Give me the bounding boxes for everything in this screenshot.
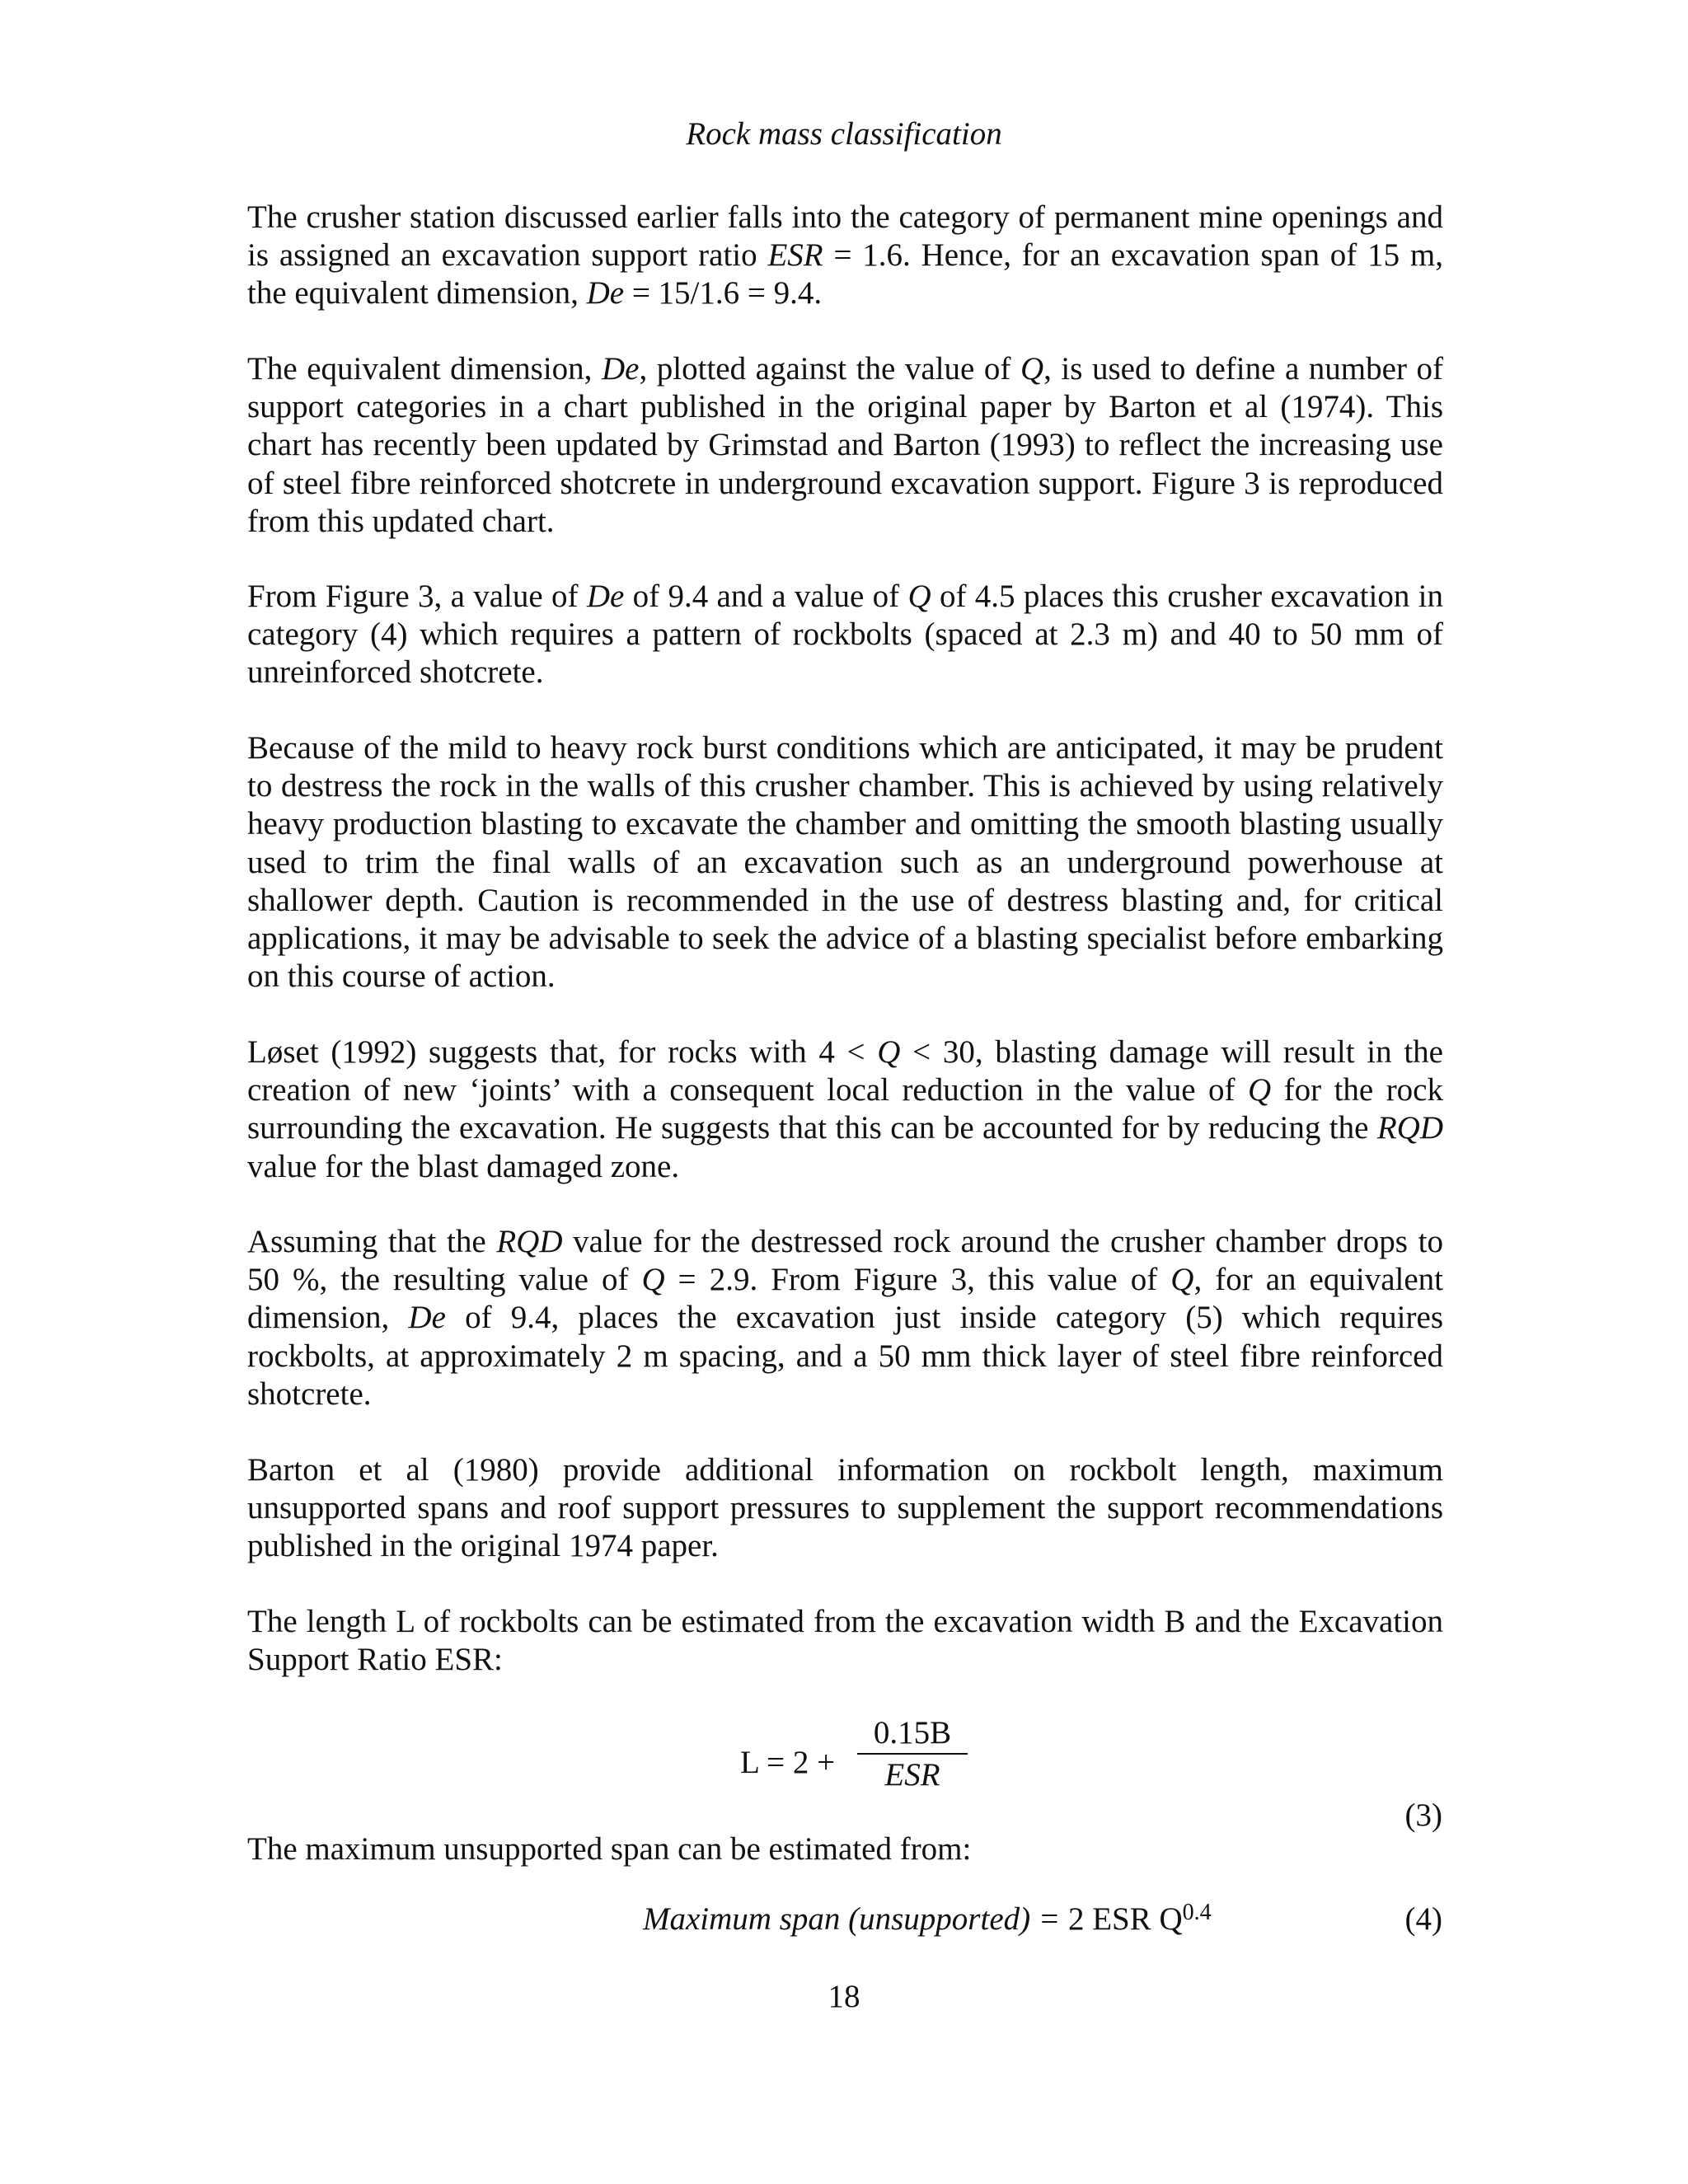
paragraph-figure-3-category-4: From Figure 3, a value of De of 9.4 and a value of Q of 4.5 places this crusher excavation in category (4) which requires a pattern of rockbolts (spaced at 2.3 m) and 40 to 50 mm of unreinforced shotcrete. <box>247 579 1443 691</box>
equation-4-expression: 2 ESR Q <box>1067 1901 1183 1937</box>
equation-4-label: Maximum span (unsupported) = <box>643 1901 1068 1937</box>
equation-3-numerator: 0.15B <box>873 1715 952 1750</box>
equation-3-fraction <box>857 1714 968 1794</box>
paragraph-crusher-station: The crusher station discussed earlier falls into the category of permanent mine openings and is assigned an excavation support ratio ESR = 1.6. Hence, for an excavation span of 15 m, the equivalent dimension, De = 15/1.6 = 9.4. <box>247 199 1443 312</box>
running-header: Rock mass classification <box>686 116 1002 152</box>
equation-max-span <box>643 1900 1212 1938</box>
paragraph-rockbolt-length: The length L of rockbolts can be estimated from the excavation width B and the Excavation Support Ratio ESR: <box>247 1604 1443 1678</box>
equation-3-denominator: ESR <box>884 1757 940 1793</box>
paragraph-equivalent-dimension: The equivalent dimension, De, plotted against the value of Q, is used to define a number of support categories in a chart published in the original paper by Barton et al (1974). This chart has recently been updated by Grimstad and Barton (1993) to reflect the increasing use of steel fibre reinforced shotcrete in underground excavation support. Figure 3 is reproduced from this updated chart. <box>247 351 1443 539</box>
paragraph-max-span-intro: The maximum unsupported span can be estimated from: <box>247 1831 972 1867</box>
equation-4-number: (4) <box>1404 1901 1442 1937</box>
equation-3-number: (3) <box>1404 1797 1442 1833</box>
paragraph-destress-blasting: Because of the mild to heavy rock burst conditions which are anticipated, it may be prudent to destress the rock in the walls of this crusher chamber. This is achieved by using relatively heavy production blasting to excavate the chamber and omitting the smooth blasting usually used to trim the final walls of an excavation such as an underground powerhouse at shallower depth. Caution is recommended in the use of destress blasting and, for critical applications, it may be advisable to seek the advice of a blasting specialist before embarking on this course of action. <box>247 730 1443 995</box>
fraction-bar <box>857 1753 968 1755</box>
paragraph-loset-blasting-damage: Løset (1992) suggests that, for rocks with 4 < Q < 30, blasting damage will result in the creation of new ‘joints’ with a consequent local reduction in the value of Q for the rock surrounding the excavation. He suggests that this can be accounted for by reducing the RQD value for the blast damaged zone. <box>247 1034 1443 1184</box>
equation-4-exponent: 0.4 <box>1182 1900 1212 1925</box>
paragraph-rqd-destressed: Assuming that the RQD value for the destressed rock around the crusher chamber drops to 50 %, the resulting value of Q = 2.9. From Figure 3, this value of Q, for an equivalent dimension, De of 9.4, places the excavation just inside category (5) which requires rockbolts, at approximately 2 m spacing, and a 50 mm thick layer of steel fibre reinforced shotcrete. <box>247 1224 1443 1412</box>
equation-3-lhs: L = 2 + <box>740 1745 836 1780</box>
paragraph-barton-1980: Barton et al (1980) provide additional information on rockbolt length, maximum unsupported spans and roof support pressures to supplement the support recommendations published in the original 1974 paper. <box>247 1452 1443 1564</box>
page-number: 18 <box>828 1979 860 2014</box>
